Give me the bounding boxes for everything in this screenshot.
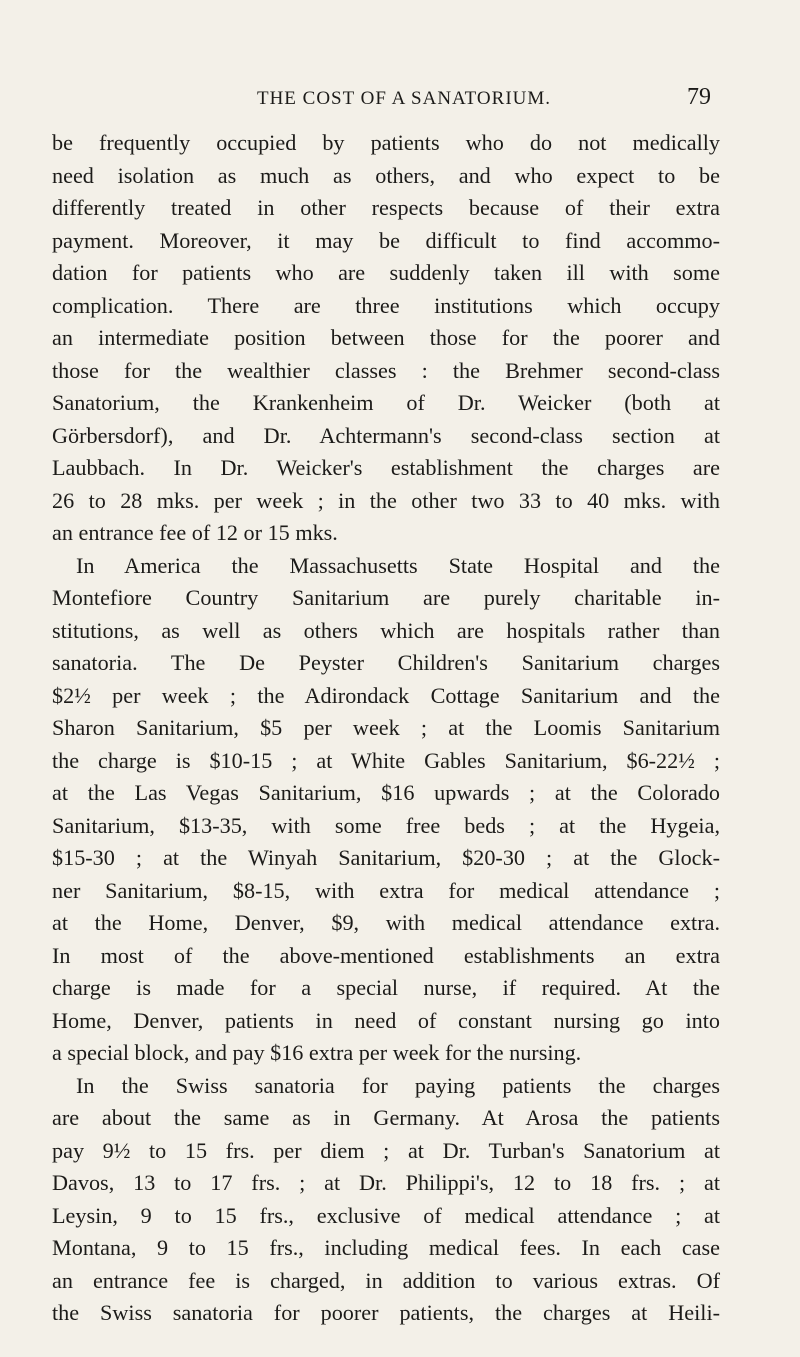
text-line: ner Sanitarium, $8-15, with extra for medical attendance ; bbox=[52, 877, 720, 903]
text-line: sanatoria. The De Peyster Children's Sanitarium charges bbox=[52, 650, 720, 675]
text-line: Görbersdorf), and Dr. Achtermann's second-class section at bbox=[52, 422, 720, 448]
text-line: at the Home, Denver, $9, with medical attendance extra. bbox=[52, 910, 720, 935]
text-line: stitutions, as well as others which are hospitals rather than bbox=[52, 617, 720, 643]
body-text bbox=[52, 127, 720, 1330]
text-line: charge is made for a special nurse, if required. At the bbox=[52, 975, 720, 1000]
text-line: complication. There are three institutions which occupy bbox=[52, 292, 720, 318]
text-line: Montana, 9 to 15 frs., including medical fees. In each case bbox=[52, 1235, 720, 1260]
text-line: are about the same as in Germany. At Arosa the patients bbox=[52, 1105, 720, 1130]
text-line: pay 9½ to 15 frs. per diem ; at Dr. Turban's Sanatorium at bbox=[52, 1137, 720, 1163]
text-line: $15-30 ; at the Winyah Sanitarium, $20-30 ; at the Glock- bbox=[52, 845, 720, 870]
text-line: Leysin, 9 to 15 frs., exclusive of medical attendance ; at bbox=[52, 1202, 720, 1228]
running-title: THE COST OF A SANATORIUM. bbox=[256, 88, 552, 109]
text-line: dation for patients who are suddenly taken ill with some bbox=[52, 260, 720, 285]
text-line: 26 to 28 mks. per week ; in the other two 33 to 40 mks. with bbox=[52, 487, 720, 513]
text-line: Sanatorium, the Krankenheim of Dr. Weicker (both at bbox=[52, 390, 720, 415]
text-line: those for the wealthier classes : the Brehmer second-class bbox=[52, 357, 720, 383]
text-line: $2½ per week ; the Adirondack Cottage Sanitarium and the bbox=[52, 682, 720, 708]
paragraph-start-line: In America the Massachusetts State Hospital and the bbox=[76, 552, 720, 578]
paragraph-start-line: In the Swiss sanatoria for paying patients the charges bbox=[76, 1072, 720, 1098]
page-number: 79 bbox=[687, 84, 711, 110]
text-line: Sharon Sanitarium, $5 per week ; at the Loomis Sanitarium bbox=[52, 715, 720, 740]
text-line: Sanitarium, $13-35, with some free beds ; at the Hygeia, bbox=[52, 812, 720, 838]
text-line: differently treated in other respects because of their extra bbox=[52, 195, 720, 220]
text-line: at the Las Vegas Sanitarium, $16 upwards ; at the Colorado bbox=[52, 780, 720, 805]
text-line: In most of the above-mentioned establishments an extra bbox=[52, 942, 720, 968]
text-line: Laubbach. In Dr. Weicker's establishment the charges are bbox=[52, 455, 720, 480]
text-line: the charge is $10-15 ; at White Gables Sanitarium, $6-22½ ; bbox=[52, 747, 720, 773]
text-line: the Swiss sanatoria for poorer patients, the charges at Heili- bbox=[52, 1300, 720, 1325]
paragraph-end-line: a special block, and pay $16 extra per week for the nursing. bbox=[52, 1040, 582, 1065]
text-line: Montefiore Country Sanitarium are purely charitable in- bbox=[52, 585, 720, 610]
text-line: need isolation as much as others, and who expect to be bbox=[52, 162, 720, 188]
text-line: payment. Moreover, it may be difficult to find accommo- bbox=[52, 227, 720, 253]
text-line: Davos, 13 to 17 frs. ; at Dr. Philippi's, 12 to 18 frs. ; at bbox=[52, 1170, 720, 1195]
text-line: be frequently occupied by patients who do not medically bbox=[52, 130, 720, 155]
paragraph-end-line: an entrance fee of 12 or 15 mks. bbox=[52, 520, 338, 545]
text-line: Home, Denver, patients in need of constant nursing go into bbox=[52, 1007, 720, 1033]
text-line: an entrance fee is charged, in addition to various extras. Of bbox=[52, 1267, 720, 1293]
text-line: an intermediate position between those for the poorer and bbox=[52, 325, 720, 350]
